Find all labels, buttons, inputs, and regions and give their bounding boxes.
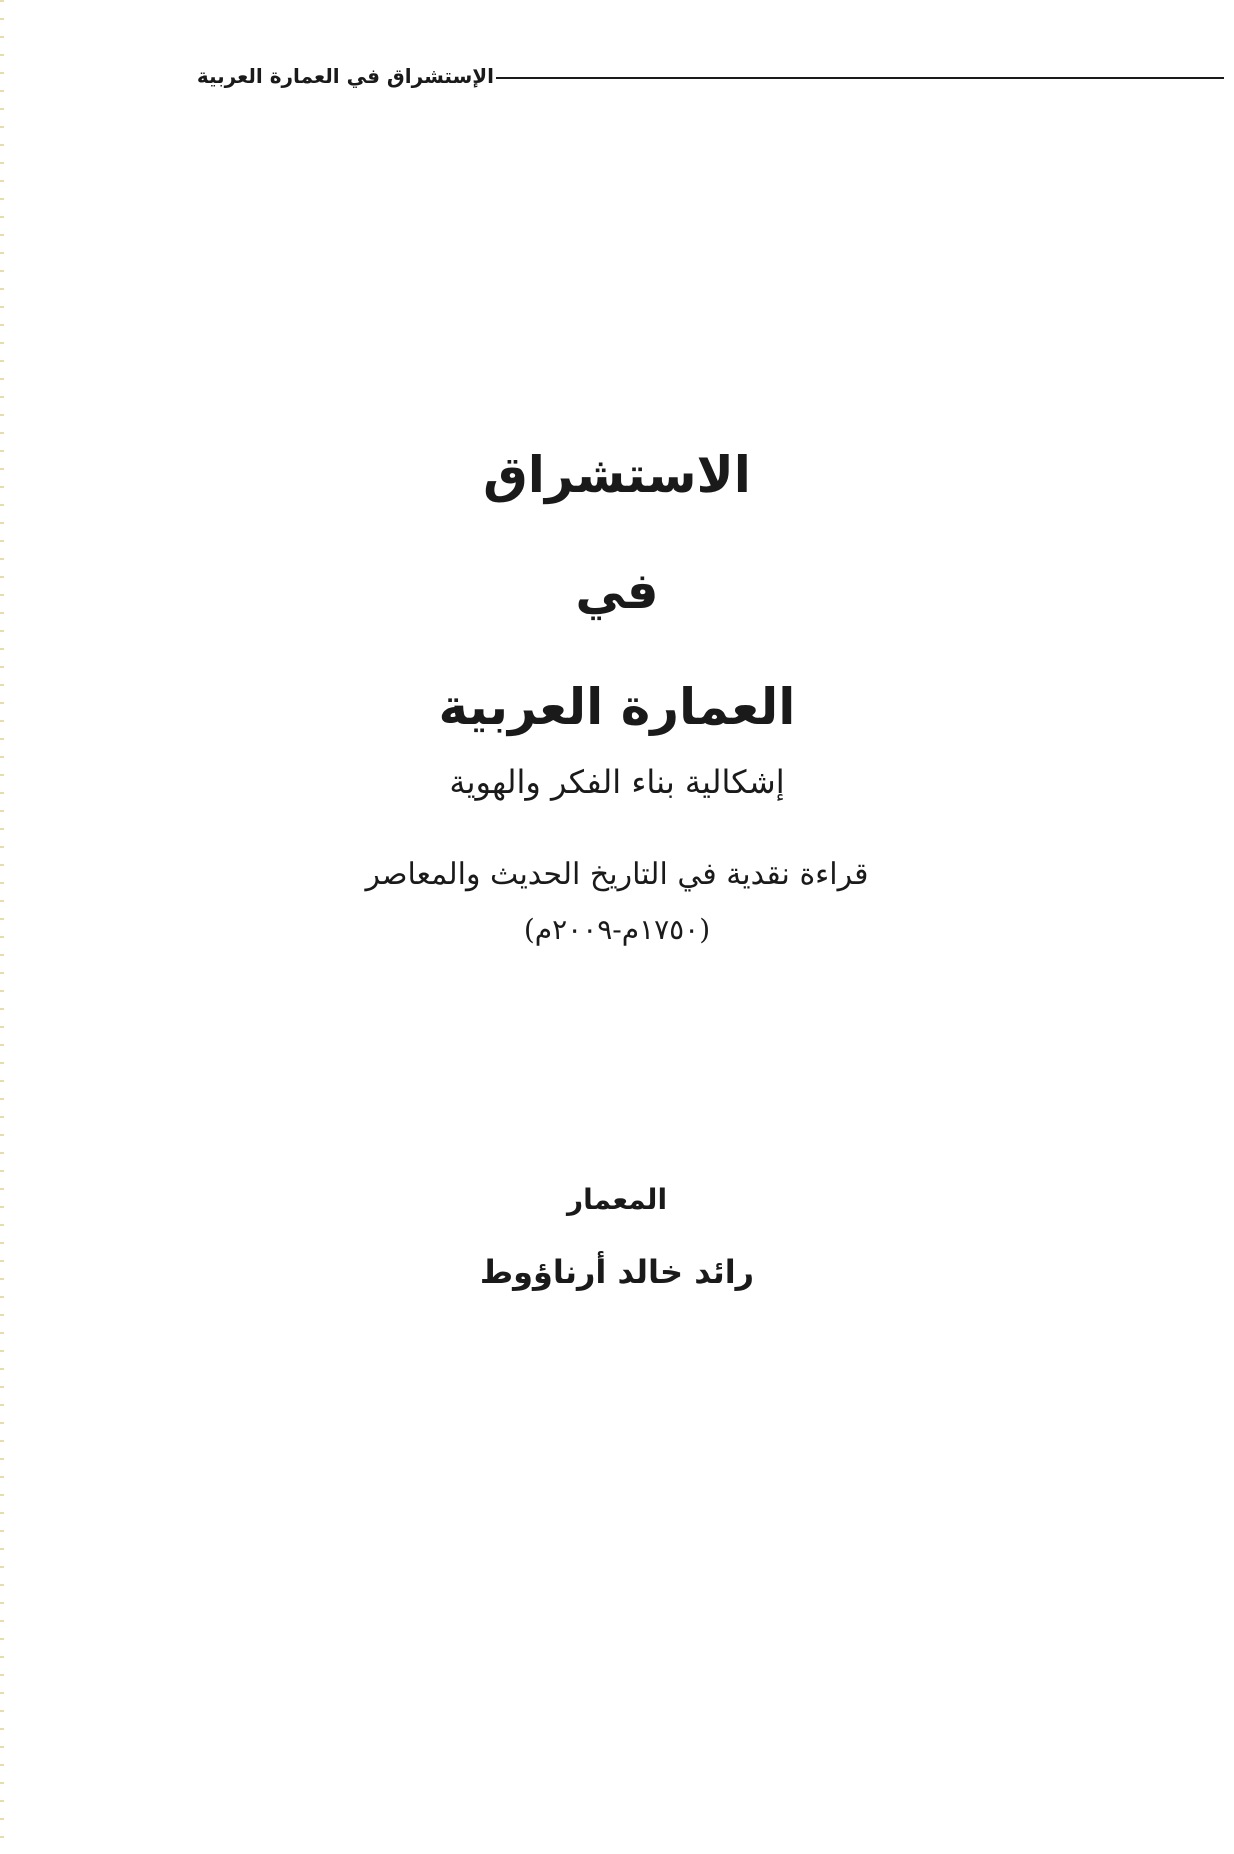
author-role: المعمار [566, 1183, 668, 1216]
running-header [194, 58, 1224, 98]
title-line-in: في [575, 562, 659, 620]
period-dates: (١٧٥٠م-٢٠٠٩م) [523, 913, 711, 946]
reading-line: قراءة نقدية في التاريخ الحديث والمعاصر [365, 857, 869, 892]
title-block [0, 440, 1234, 950]
author-name: رائد خالد أرناؤوط [479, 1253, 755, 1291]
title-line-arab-architecture: العمارة العربية [438, 678, 796, 736]
title-line-orientalism: الاستشراق [483, 446, 751, 504]
header-rule [496, 77, 1224, 79]
subtitle: إشكالية بناء الفكر والهوية [449, 763, 785, 801]
running-title: الإستشراق في العمارة العربية [196, 64, 494, 88]
author-block [0, 1180, 1234, 1294]
